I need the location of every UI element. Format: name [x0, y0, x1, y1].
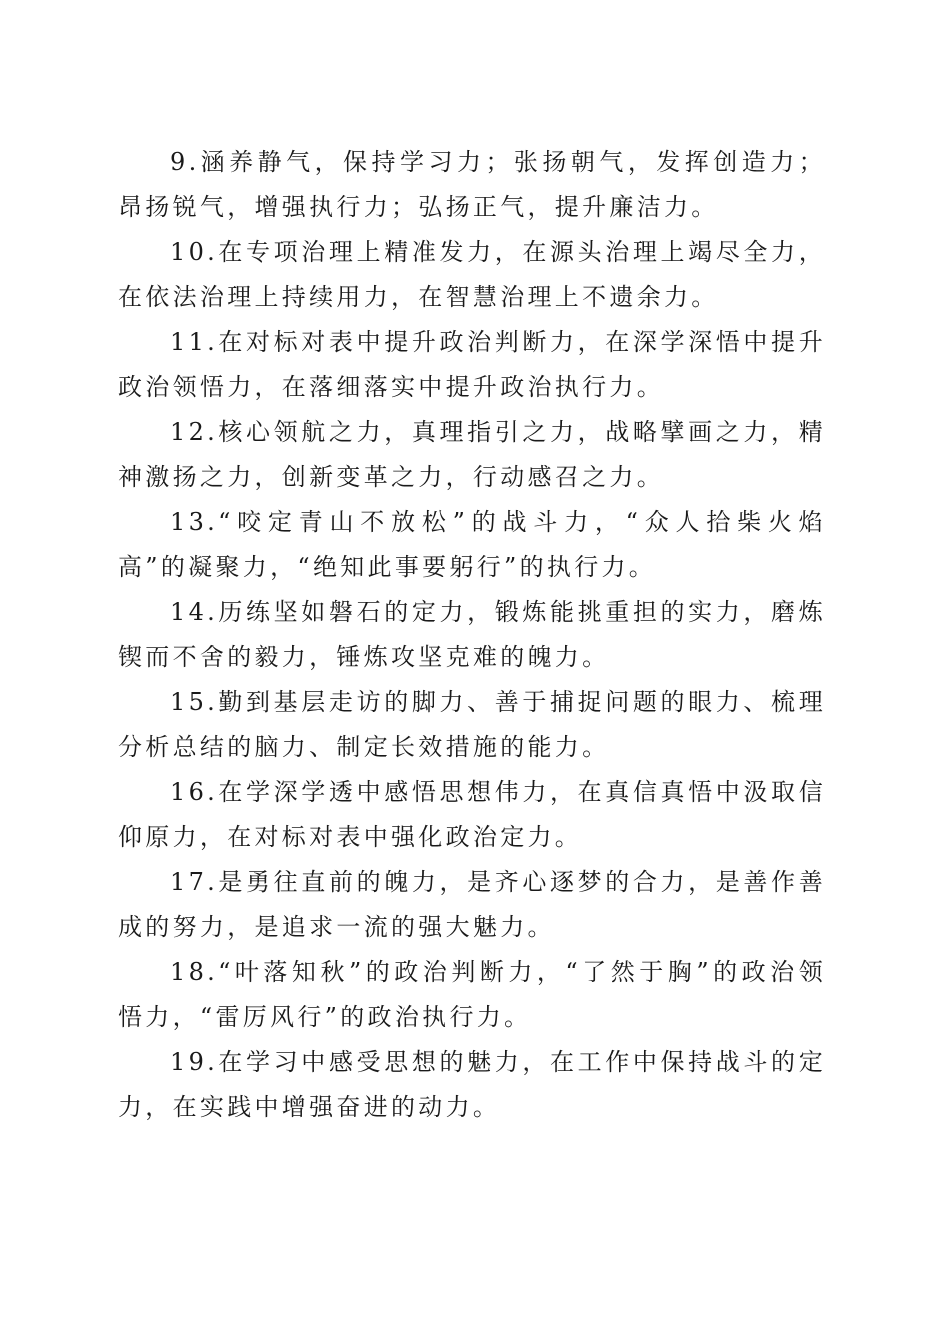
paragraph-18: 18.“叶落知秋”的政治判断力，“了然于胸”的政治领悟力，“雷厉风行”的政治执行力。	[118, 958, 826, 1031]
document-body	[118, 140, 826, 1130]
paragraph-14: 14.历练坚如磐石的定力，锻炼能挑重担的实力，磨炼锲而不舍的毅力，锤炼攻坚克难的魄力。	[118, 598, 826, 671]
paragraph-13: 13.“咬定青山不放松”的战斗力，“众人拾柴火焰高”的凝聚力，“绝知此事要躬行”的执行力。	[118, 508, 826, 581]
paragraph-12: 12.核心领航之力，真理指引之力，战略擘画之力，精神激扬之力，创新变革之力，行动感召之力。	[118, 418, 826, 491]
paragraph-16: 16.在学深学透中感悟思想伟力，在真信真悟中汲取信仰原力，在对标对表中强化政治定力。	[118, 778, 826, 851]
paragraph-15: 15.勤到基层走访的脚力、善于捕捉问题的眼力、梳理分析总结的脑力、制定长效措施的能力。	[118, 688, 826, 761]
paragraph-10: 10.在专项治理上精准发力，在源头治理上竭尽全力，在依法治理上持续用力，在智慧治理上不遗余力。	[118, 238, 826, 311]
paragraph-19: 19.在学习中感受思想的魅力，在工作中保持战斗的定力，在实践中增强奋进的动力。	[118, 1048, 826, 1121]
paragraph-17: 17.是勇往直前的魄力，是齐心逐梦的合力，是善作善成的努力，是追求一流的强大魅力。	[118, 868, 826, 941]
paragraph-9: 9.涵养静气，保持学习力；张扬朝气，发挥创造力；昂扬锐气，增强执行力；弘扬正气，提升廉洁力。	[118, 148, 826, 221]
paragraph-11: 11.在对标对表中提升政治判断力，在深学深悟中提升政治领悟力，在落细落实中提升政治执行力。	[118, 328, 826, 401]
